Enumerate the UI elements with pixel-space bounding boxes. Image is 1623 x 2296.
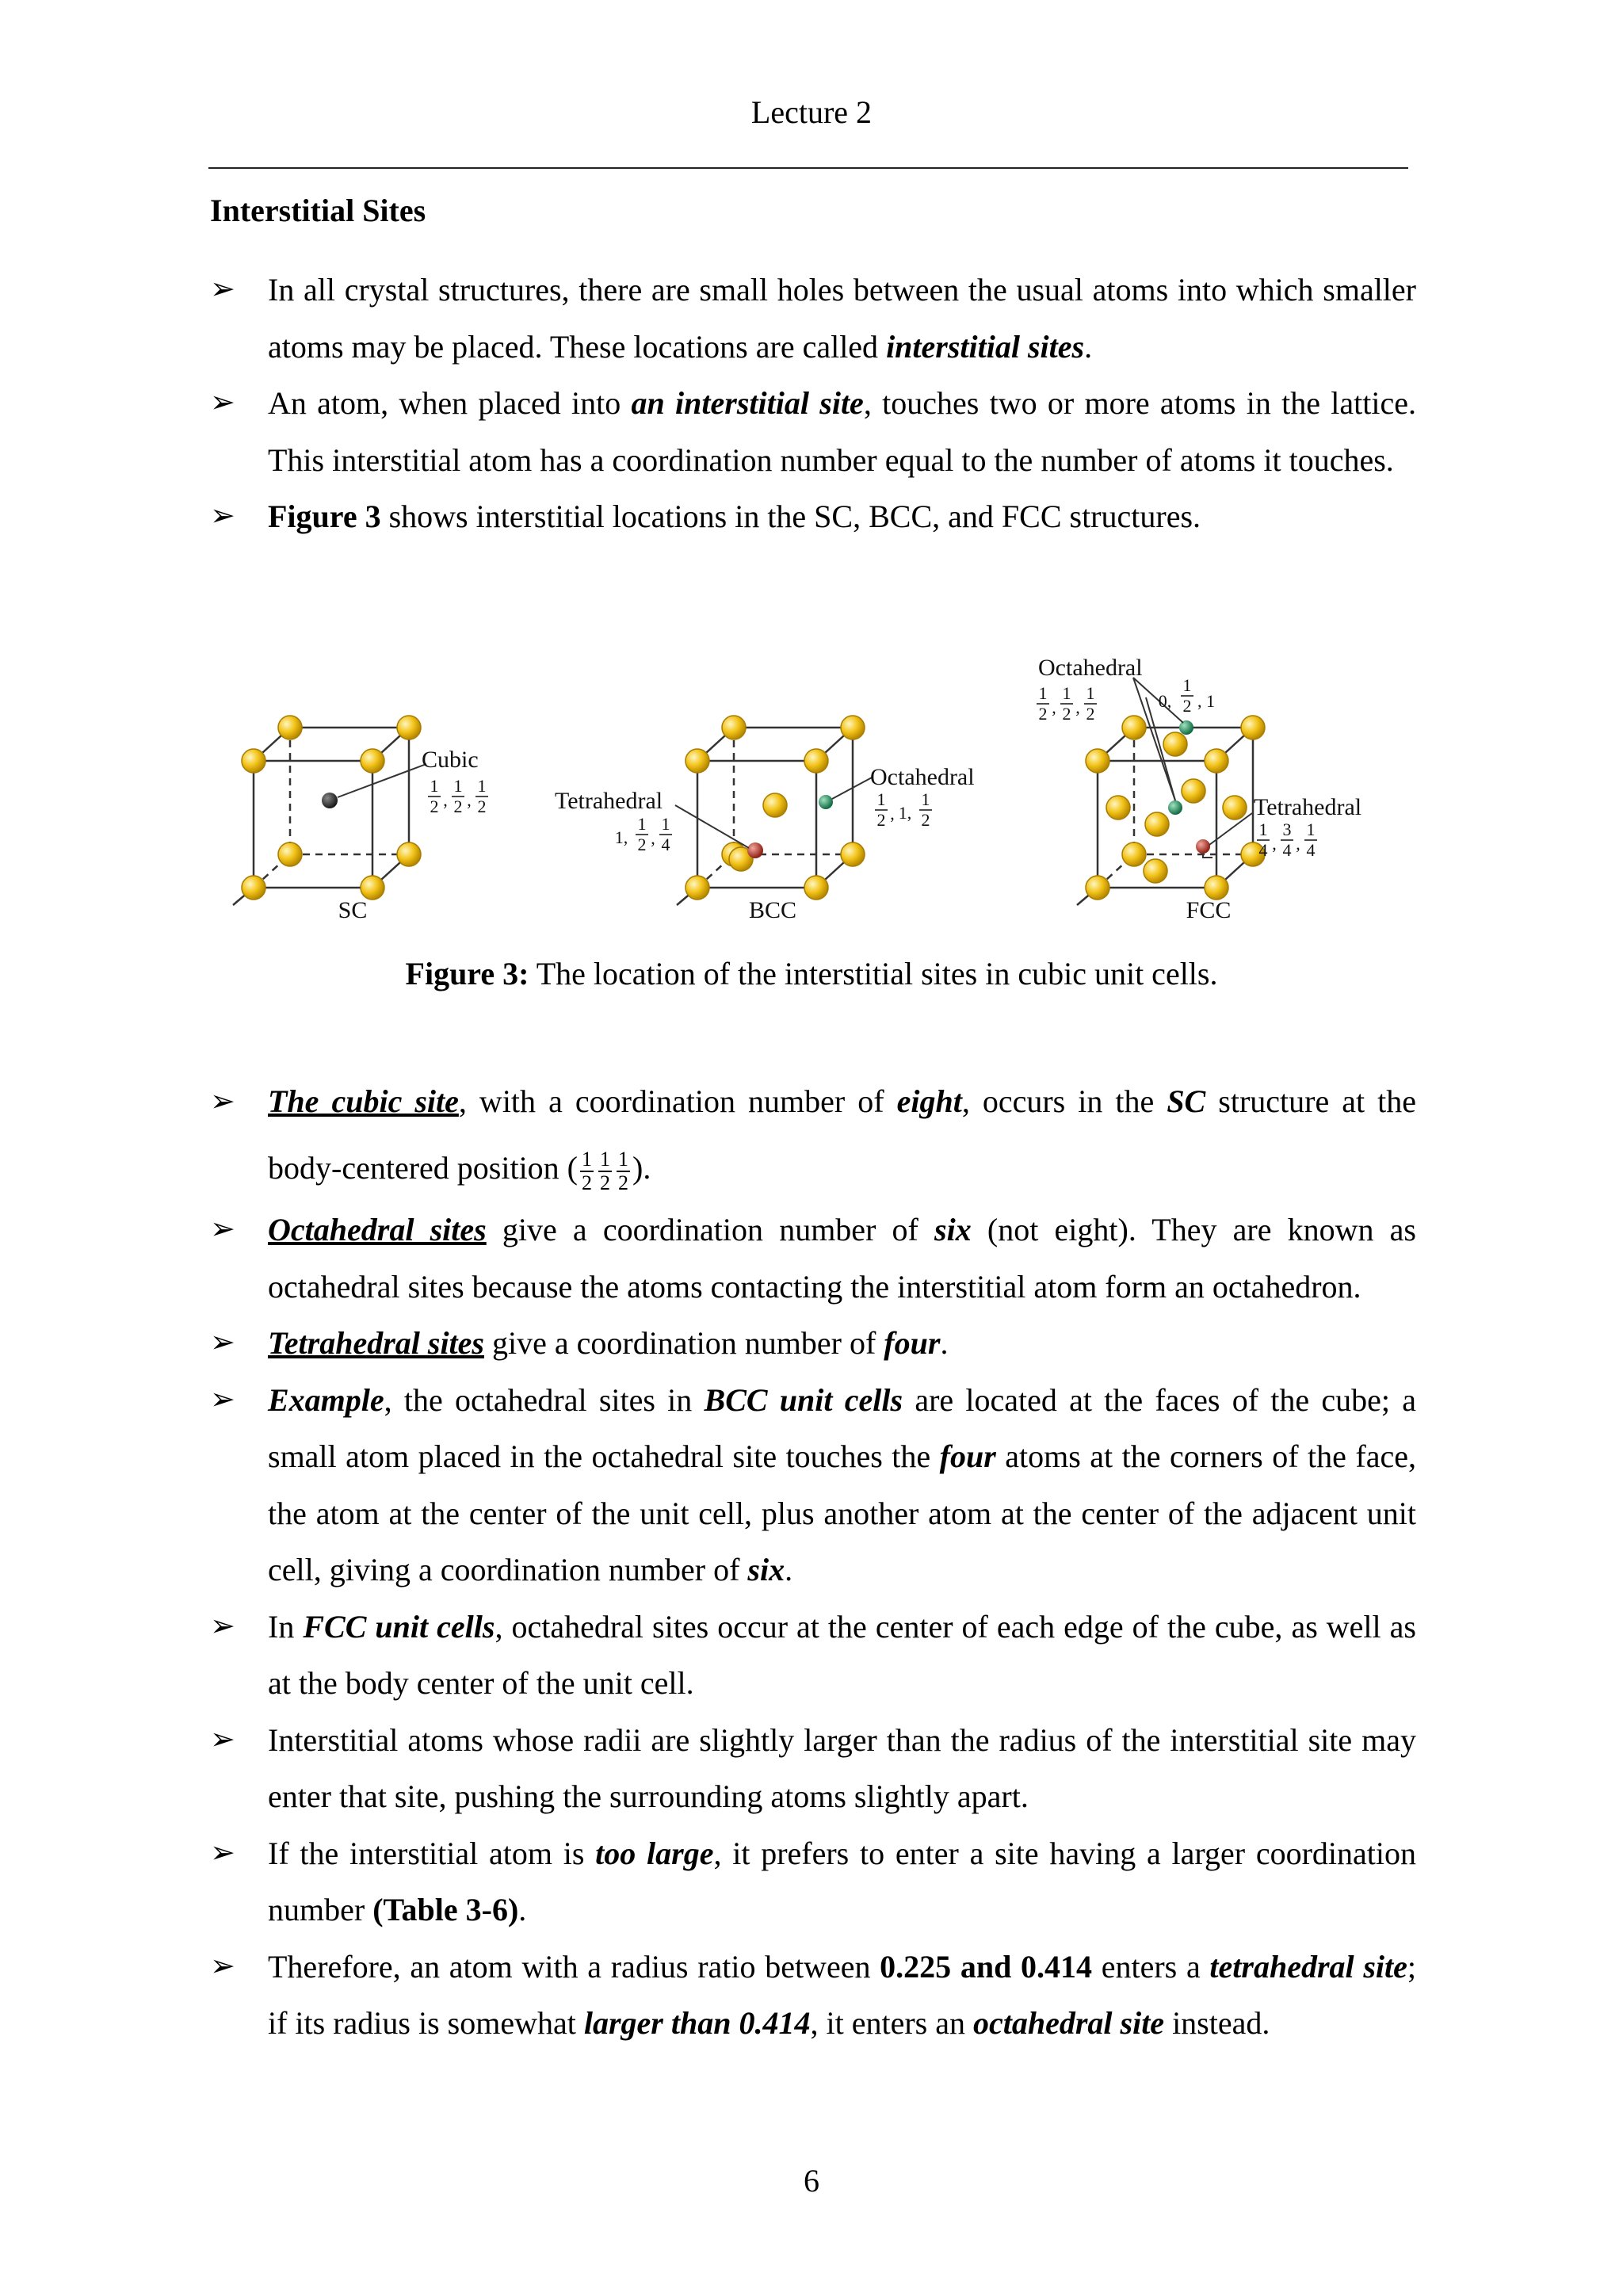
- interstitial-sites-figure: [222, 650, 1411, 943]
- arrow-bullet-icon: ➢: [210, 1382, 235, 1416]
- svg-text:,: ,: [443, 790, 448, 810]
- svg-text:1: 1: [1182, 675, 1192, 695]
- arrow-bullet-icon: ➢: [210, 1609, 235, 1643]
- svg-text:,: ,: [1272, 834, 1277, 854]
- arrow-bullet-icon: ➢: [210, 1949, 235, 1983]
- fcc-tetra-label: Tetrahedral: [1254, 794, 1362, 820]
- section-title: Interstitial Sites: [210, 193, 426, 228]
- fcc-octahedral-edge-atom: [1179, 720, 1193, 735]
- bullet-item: ➢ Therefore, an atom with a radius ratio between 0.225 and 0.414 enters a tetrahedral site; if its radius is somewhat larger than 0.414, it enters an octahedral site instead.: [210, 1939, 1416, 2052]
- svg-text:2: 2: [1062, 704, 1071, 724]
- svg-text:4: 4: [661, 835, 670, 854]
- svg-text:3: 3: [1282, 819, 1292, 839]
- svg-text:,: ,: [1296, 834, 1300, 854]
- svg-text:1: 1: [1306, 819, 1316, 839]
- page-header: Lecture 2: [750, 94, 873, 130]
- fcc-tetrahedral-site-atom: [1196, 839, 1210, 854]
- svg-text:4: 4: [1282, 840, 1292, 860]
- svg-text:0,: 0,: [1158, 691, 1172, 711]
- fraction: $\frac{1}{2}$: [600, 1147, 610, 1194]
- svg-text:2: 2: [1182, 696, 1192, 716]
- svg-text:2: 2: [921, 810, 930, 830]
- bullet-item: ➢ Example, the octahedral sites in BCC unit cells are located at the faces of the cube; a small atom placed in the octahedral site touches the four atoms at the corners of the face, the atom at the center of the unit cell, plus another atom at the center of the adjacent unit cell, giving a coordination number of six.: [210, 1372, 1416, 1599]
- sc-label: SC: [338, 897, 368, 923]
- svg-text:1: 1: [1258, 819, 1268, 839]
- bullet-list-top: [210, 262, 1416, 545]
- header-rule: [208, 167, 1408, 169]
- svg-text:,: ,: [1052, 697, 1056, 717]
- bullet-item: ➢ Tetrahedral sites give a coordination number of four.: [210, 1315, 1416, 1372]
- svg-text:,: ,: [890, 804, 895, 823]
- svg-text:1: 1: [661, 814, 670, 834]
- arrow-bullet-icon: ➢: [210, 1213, 235, 1246]
- svg-text:2: 2: [876, 810, 886, 830]
- page-number: 6: [804, 2163, 819, 2199]
- svg-text:1,: 1,: [614, 827, 628, 847]
- bullet-item: ➢ If the interstitial atom is too large, it prefers to enter a site having a larger coordination number (Table 3-6).: [210, 1825, 1416, 1939]
- svg-text:,: ,: [651, 828, 655, 848]
- arrow-bullet-icon: ➢: [210, 1085, 235, 1118]
- svg-text:1: 1: [921, 789, 930, 809]
- bullet-item: ➢ The cubic site, with a coordination number of eight, occurs in the SC structure at the body-centered position ( $\frac{1}{2}$ $\frac{1}{2}$ $\frac{1}{2}$ ).: [210, 1068, 1416, 1201]
- svg-text:1: 1: [1086, 683, 1095, 703]
- bullet-item: ➢ Interstitial atoms whose radii are slightly larger than the radius of the interstitial site may enter that site, pushing the surrounding atoms slightly apart.: [210, 1712, 1416, 1825]
- bullet-item: ➢ In FCC unit cells, octahedral sites occur at the center of each edge of the cube, as well as at the body center of the unit cell.: [210, 1599, 1416, 1712]
- bcc-octa-label: Octahedral: [870, 764, 975, 790]
- arrow-bullet-icon: ➢: [210, 499, 235, 533]
- svg-text:1: 1: [876, 789, 886, 809]
- bullet-item: ➢ An atom, when placed into an interstitial site, touches two or more atoms in the lattice. This interstitial atom has a coordination number equal to the number of atoms it touches.: [210, 375, 1416, 488]
- svg-text:2: 2: [637, 835, 647, 854]
- svg-text:1: 1: [477, 776, 487, 796]
- bcc-tetra-label: Tetrahedral: [555, 788, 663, 814]
- svg-text:,: ,: [1075, 697, 1080, 717]
- arrow-bullet-icon: ➢: [210, 273, 235, 306]
- svg-text:,: ,: [467, 790, 472, 810]
- svg-text:1,: 1,: [898, 803, 912, 823]
- bcc-tetrahedral-site-atom: [747, 842, 763, 858]
- svg-text:2: 2: [453, 797, 463, 816]
- svg-text:1: 1: [430, 776, 439, 796]
- fcc-octa-label: Octahedral: [1038, 655, 1143, 681]
- bullet-item: ➢ Figure 3 shows interstitial locations in the SC, BCC, and FCC structures.: [210, 488, 1416, 545]
- fcc-octahedral-body-atom: [1168, 800, 1182, 815]
- svg-text:4: 4: [1306, 840, 1316, 860]
- svg-text:1: 1: [1062, 683, 1071, 703]
- bcc-octahedral-site-atom: [819, 795, 833, 809]
- svg-text:2: 2: [1086, 704, 1095, 724]
- arrow-bullet-icon: ➢: [210, 1836, 235, 1870]
- fraction: $\frac{1}{2}$: [582, 1147, 592, 1194]
- arrow-bullet-icon: ➢: [210, 1722, 235, 1756]
- figure-caption: Figure 3: The location of the interstitial sites in cubic unit cells.: [405, 956, 1218, 991]
- sc-site-label: Cubic: [422, 747, 479, 773]
- bullet-item: ➢ Octahedral sites give a coordination number of six (not eight). They are known as octahedral sites because the atoms contacting the interstitial atom form an octahedron.: [210, 1201, 1416, 1315]
- cubic-site-atom: [322, 793, 338, 808]
- arrow-bullet-icon: ➢: [210, 386, 235, 419]
- svg-text:1: 1: [637, 814, 647, 834]
- bullet-item: ➢ In all crystal structures, there are small holes between the usual atoms into which smaller atoms may be placed. These locations are called interstitial sites.: [210, 262, 1416, 375]
- bullet-list-bottom: [210, 1068, 1416, 2052]
- bcc-label: BCC: [748, 897, 797, 923]
- fcc-unit-cell: [1037, 655, 1361, 923]
- svg-text:4: 4: [1258, 840, 1268, 860]
- svg-text:2: 2: [430, 797, 439, 816]
- fraction: $\frac{1}{2}$: [618, 1147, 628, 1194]
- svg-text:, 1: , 1: [1197, 691, 1215, 711]
- svg-text:2: 2: [1038, 704, 1048, 724]
- bcc-unit-cell: [555, 716, 975, 923]
- arrow-bullet-icon: ➢: [210, 1326, 235, 1359]
- sc-unit-cell: [233, 716, 488, 923]
- svg-text:1: 1: [1038, 683, 1048, 703]
- fcc-label: FCC: [1186, 897, 1232, 923]
- svg-text:2: 2: [477, 797, 487, 816]
- svg-text:1: 1: [453, 776, 463, 796]
